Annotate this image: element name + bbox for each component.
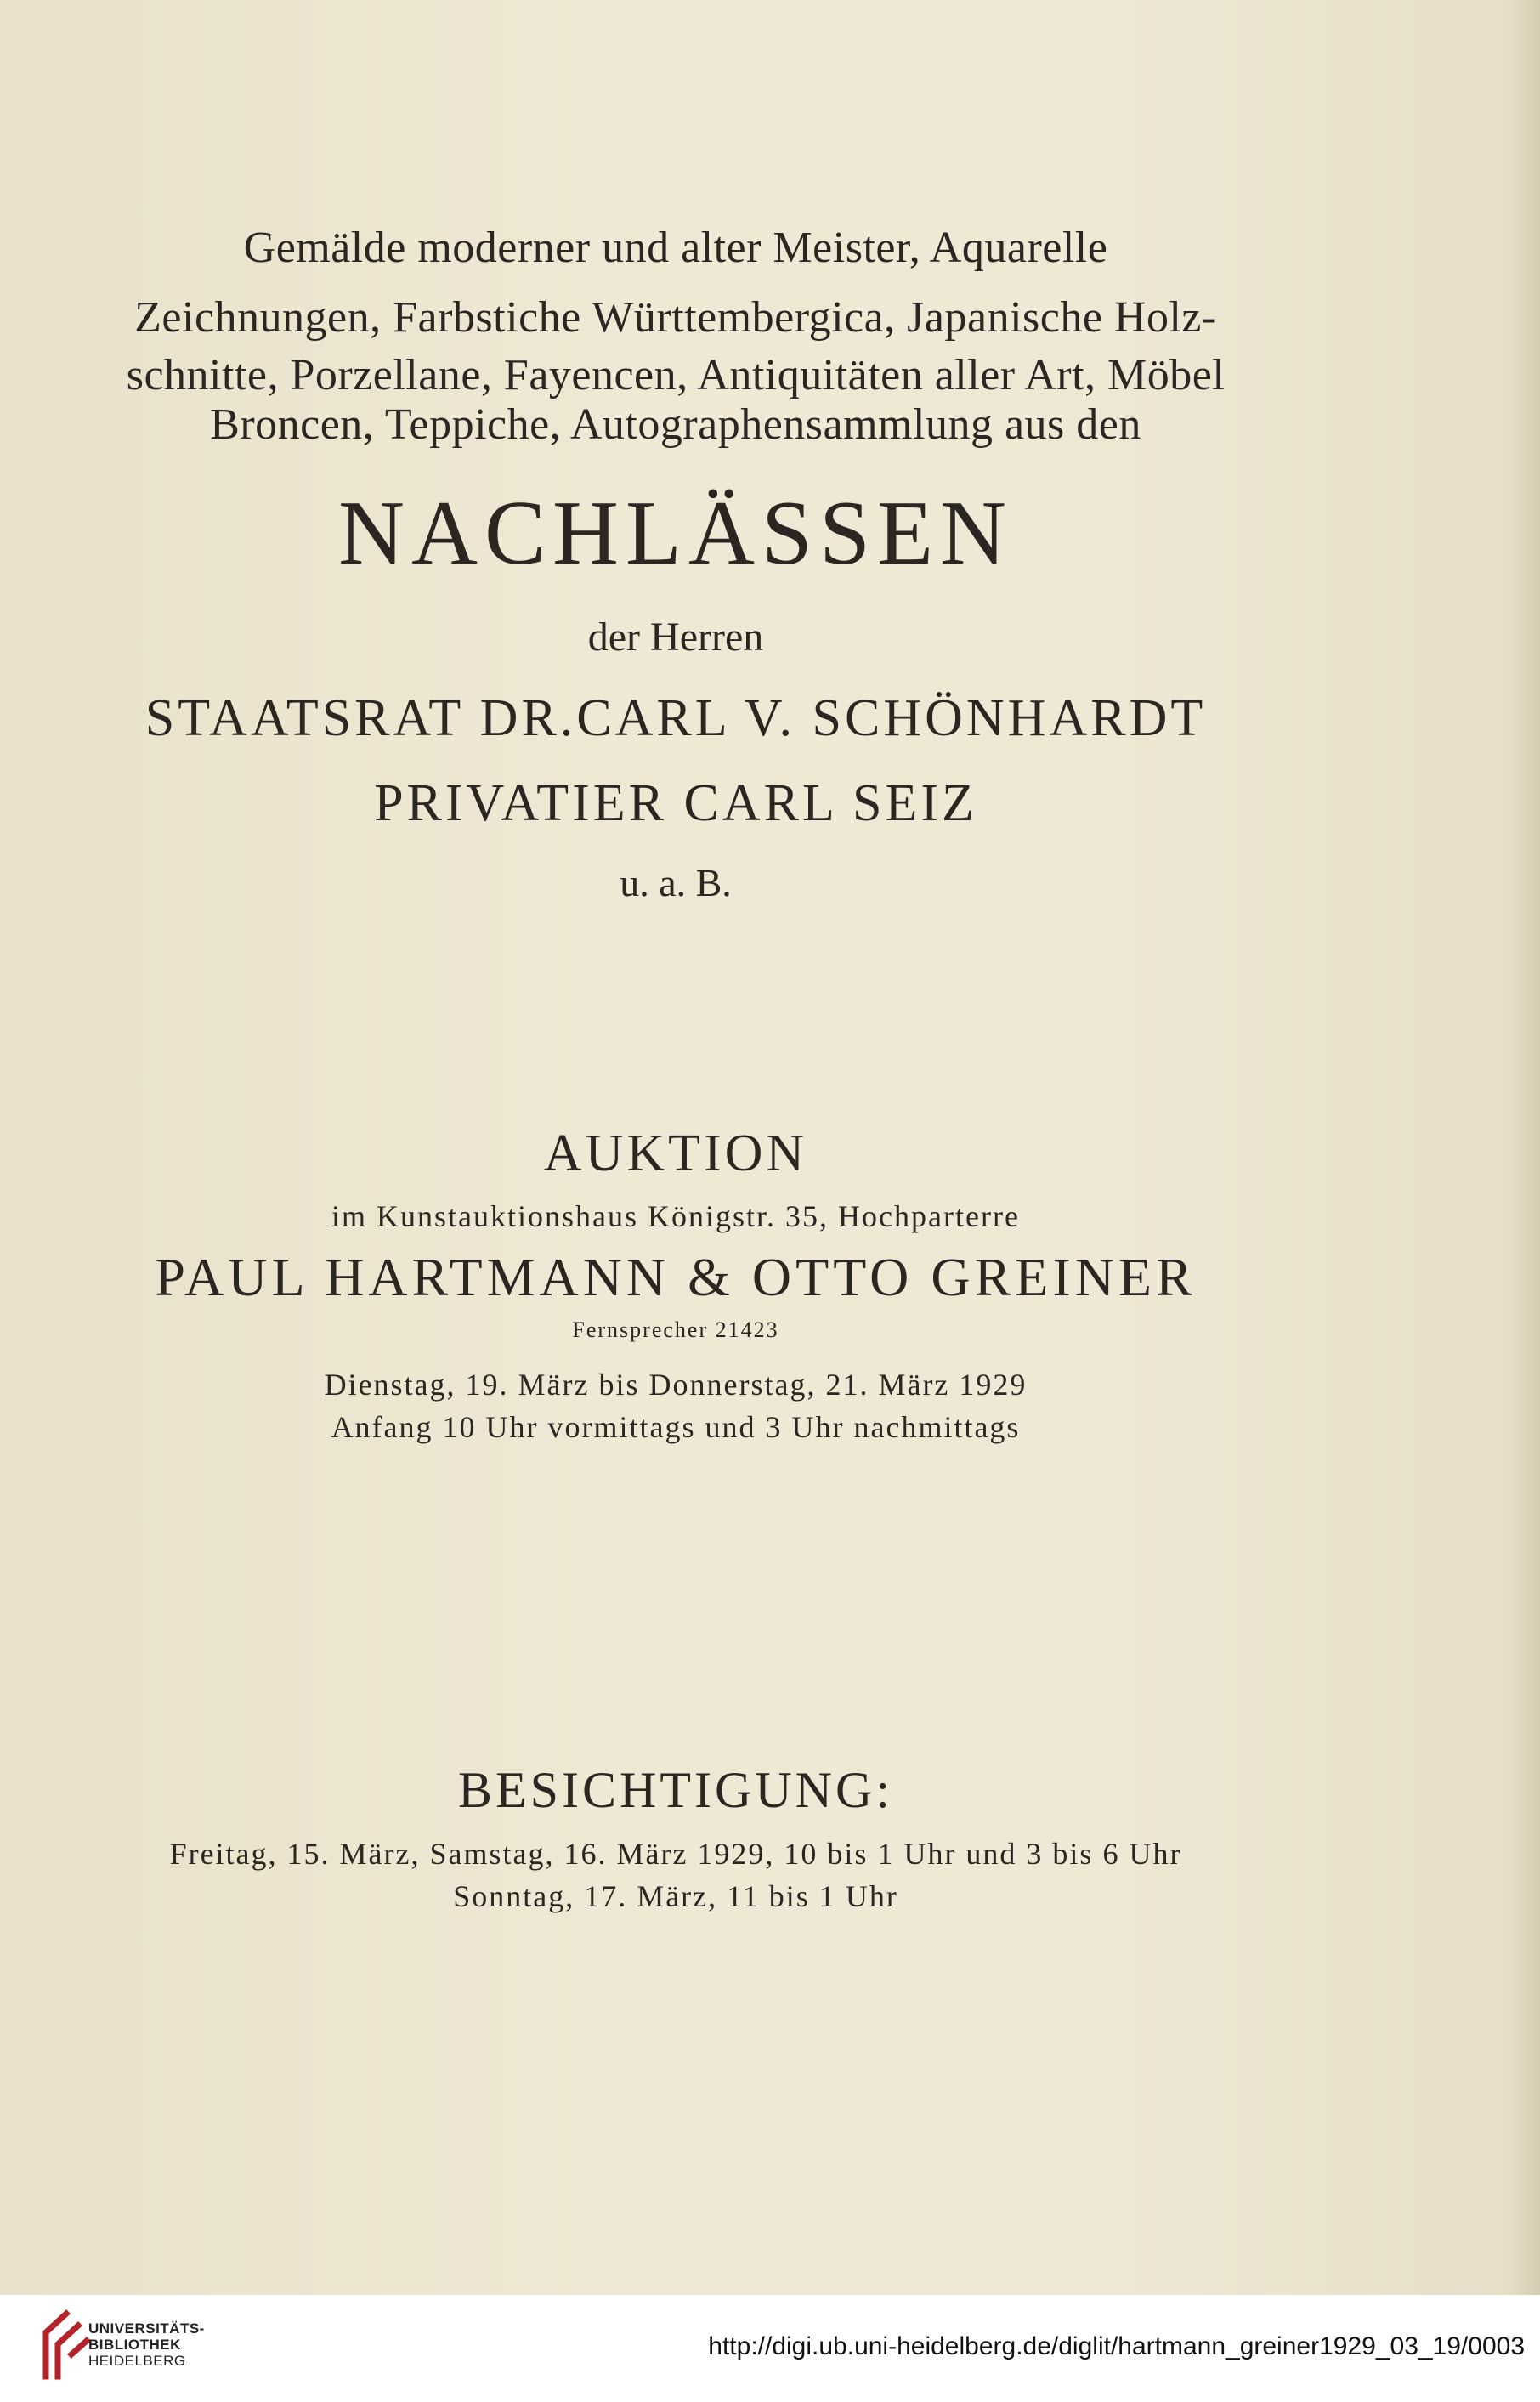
names-suffix: u. a. B.: [620, 861, 732, 904]
auction-location: im Kunstauktionshaus Königstr. 35, Hochparterre: [331, 1199, 1020, 1233]
subtitle-herren: der Herren: [587, 615, 764, 660]
library-logo-icon: [34, 2307, 93, 2383]
intro-line-2: Zeichnungen, Farbstiche Württembergica, Japanische Holz-: [134, 293, 1217, 342]
intro-line-1: Gemälde moderner und alter Meister, Aquarelle: [243, 224, 1108, 272]
auction-heading: AUKTION: [543, 1125, 808, 1182]
page-gutter-shadow: [1506, 0, 1540, 2295]
library-line-3: HEIDELBERG: [88, 2353, 186, 2369]
viewing-heading: BESICHTIGUNG:: [458, 1762, 893, 1818]
library-line-2: BIBLIOTHEK: [88, 2337, 181, 2353]
permalink-url[interactable]: http://digi.ub.uni-heidelberg.de/diglit/hartmann_greiner1929_03_19/0003: [708, 2332, 1525, 2360]
viewing-line-1: Freitag, 15. März, Samstag, 16. März 1929, 10 bis 1 Uhr und 3 bis 6 Uhr: [169, 1837, 1182, 1871]
footer-bar: [0, 2295, 1540, 2402]
name-schoenhardt: STAATSRAT DR.CARL V. SCHÖNHARDT: [144, 689, 1207, 747]
auction-firm: PAUL HARTMANN & OTTO GREINER: [155, 1247, 1197, 1307]
intro-line-4: Broncen, Teppiche, Autographensammlung aus den: [210, 400, 1141, 449]
intro-line-3: schnitte, Porzellane, Fayencen, Antiquitäten aller Art, Möbel: [126, 351, 1226, 399]
auction-times: Anfang 10 Uhr vormittags und 3 Uhr nachmittags: [331, 1410, 1021, 1444]
library-line-1: UNIVERSITÄTS-: [88, 2320, 205, 2337]
main-title: NACHLÄSSEN: [337, 483, 1014, 584]
viewing-line-2: Sonntag, 17. März, 11 bis 1 Uhr: [453, 1879, 898, 1913]
name-seiz: PRIVATIER CARL SEIZ: [374, 774, 977, 832]
auction-dates: Dienstag, 19. März bis Donnerstag, 21. März 1929: [324, 1368, 1028, 1402]
auction-phone: Fernsprecher 21423: [572, 1317, 779, 1342]
library-name: [88, 2320, 205, 2369]
